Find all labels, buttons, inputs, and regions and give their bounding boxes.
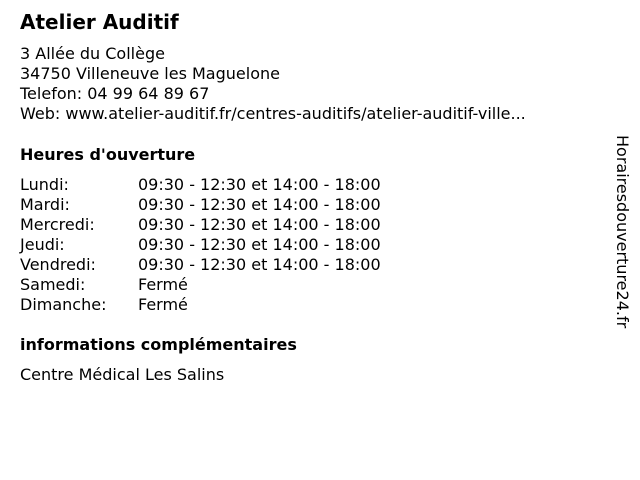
hours-day: Dimanche:	[20, 295, 107, 314]
hours-time: 09:30 - 12:30 et 14:00 - 18:00	[138, 175, 381, 194]
hours-row	[20, 215, 381, 235]
hours-day: Jeudi:	[20, 235, 65, 254]
opening-hours-table	[20, 175, 381, 315]
hours-day: Samedi:	[20, 275, 86, 294]
site-watermark: Horairesdouverture24.fr	[613, 135, 632, 329]
street-address: 3 Allée du Collège	[20, 44, 165, 63]
business-name: Atelier Auditif	[20, 10, 179, 34]
hours-row	[20, 255, 381, 275]
hours-time: 09:30 - 12:30 et 14:00 - 18:00	[138, 235, 381, 254]
hours-time: Fermé	[138, 275, 188, 294]
hours-day: Mardi:	[20, 195, 70, 214]
website-link: Web: www.atelier-auditif.fr/centres-auditifs/atelier-auditif-ville...	[20, 104, 526, 123]
hours-time: 09:30 - 12:30 et 14:00 - 18:00	[138, 195, 381, 214]
hours-row	[20, 175, 381, 195]
city-address: 34750 Villeneuve les Maguelone	[20, 64, 280, 83]
opening-hours-heading: Heures d'ouverture	[20, 145, 196, 164]
additional-info-text: Centre Médical Les Salins	[20, 365, 225, 384]
additional-info-heading: informations complémentaires	[20, 335, 297, 354]
hours-row	[20, 195, 381, 215]
hours-row	[20, 275, 381, 295]
hours-day: Lundi:	[20, 175, 69, 194]
hours-day: Vendredi:	[20, 255, 96, 274]
hours-row	[20, 235, 381, 255]
phone-number: Telefon: 04 99 64 89 67	[20, 84, 210, 103]
hours-time: 09:30 - 12:30 et 14:00 - 18:00	[138, 255, 381, 274]
hours-row	[20, 295, 381, 315]
hours-day: Mercredi:	[20, 215, 95, 234]
hours-time: Fermé	[138, 295, 188, 314]
address-block	[20, 44, 526, 124]
hours-time: 09:30 - 12:30 et 14:00 - 18:00	[138, 215, 381, 234]
